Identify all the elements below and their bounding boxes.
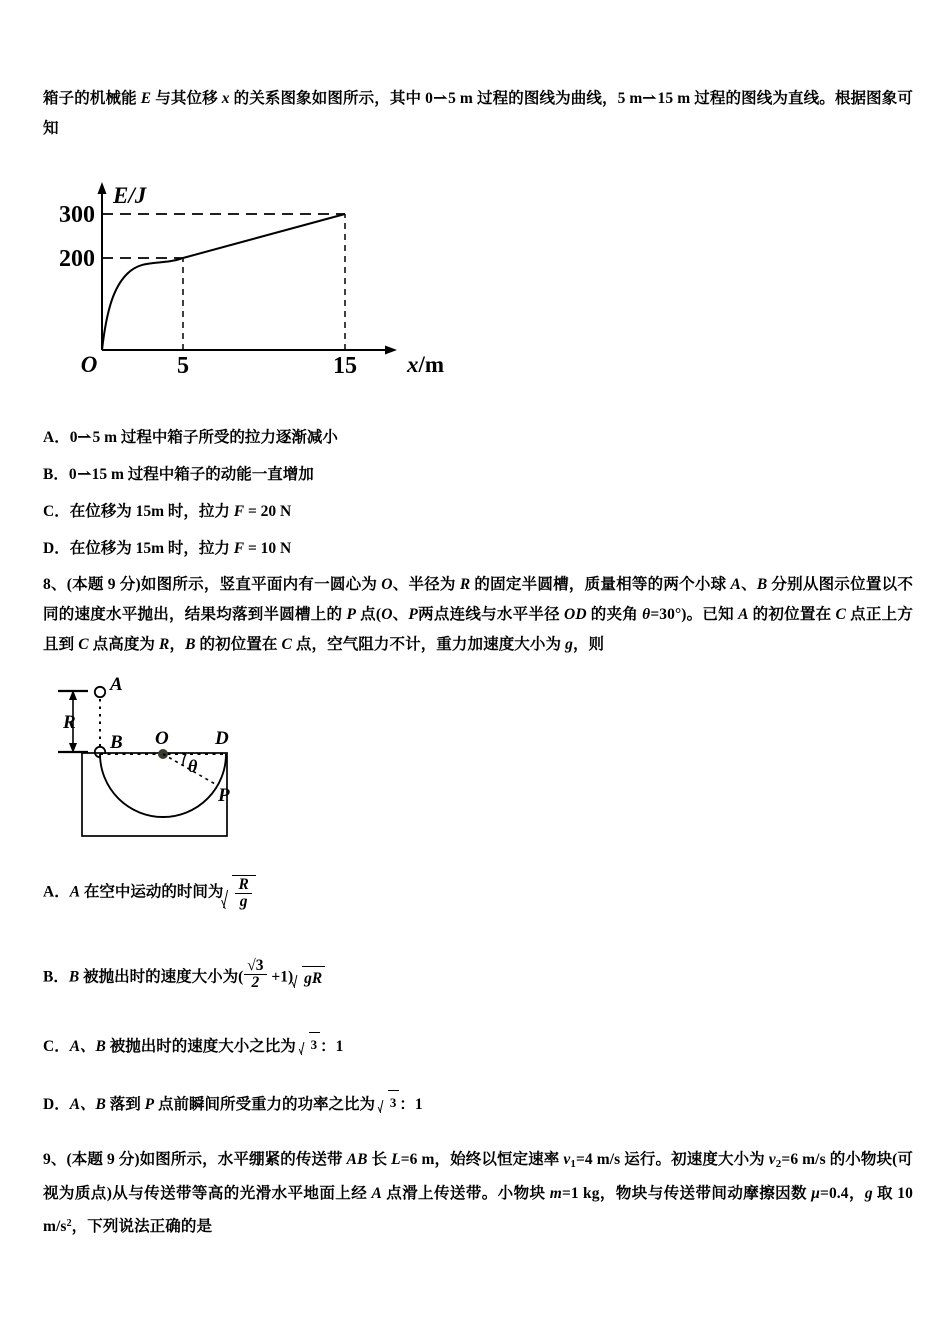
q8-optC-radicand: 3 — [309, 1032, 321, 1056]
q8-text-3: 的固定半圆槽，质量相等的两个小球 — [470, 576, 731, 593]
q8-marks: (本题 9 分) — [66, 576, 141, 593]
q8-optD-radicand: 3 — [388, 1090, 400, 1114]
ball-A-icon — [95, 687, 105, 697]
sqrt-3-c — [300, 1032, 321, 1056]
ytick-200: 200 — [59, 246, 95, 272]
q8-text-15: ，则 — [572, 636, 605, 653]
q8-option-A-text: 在空中运动的时间为 — [80, 883, 224, 901]
q8-text-4: 分别从图示位置以不同的速度水平抛出，结果均落到半圆槽上的 — [43, 576, 913, 623]
q7-option-C-var-F: F — [233, 503, 245, 520]
ytick-300: 300 — [59, 202, 95, 228]
q8-number: 8、 — [43, 576, 67, 593]
range-arrow-icon-b: ⇀ — [76, 466, 92, 483]
xtick-15: 15 — [333, 353, 357, 379]
q7-var-E: E — [140, 90, 152, 107]
q7-range1-start: 0 — [425, 90, 433, 107]
q8-var-C: C — [835, 606, 846, 623]
q8-option-D[interactable] — [43, 1090, 423, 1116]
q8-var-C3: C — [281, 636, 292, 653]
q7-option-D[interactable] — [43, 538, 291, 560]
q9-text-9: 取 10 m/s — [43, 1185, 913, 1235]
q9-text-10: ，下列说法正确的是 — [71, 1218, 213, 1235]
curve-segment-0-5m — [102, 258, 183, 350]
q8-text-9: 的初位置在 — [748, 606, 836, 623]
semicircular-groove-figure — [55, 668, 355, 853]
q8-var-P2: P — [408, 606, 418, 623]
q8-var-R2: R — [159, 636, 170, 653]
q9-number: 9、 — [43, 1151, 67, 1168]
q8-option-C-label: C． — [43, 1038, 70, 1055]
q7-range2-end: 15 m — [657, 90, 691, 107]
q7-option-A-label: A． — [43, 429, 70, 446]
q9-text-2: 长 — [367, 1151, 392, 1168]
q8-optB-radicand: gR — [304, 969, 323, 987]
q8-var-OD: OD — [564, 606, 587, 623]
q8-var-A: A — [730, 576, 741, 593]
q8-text-2: 、半径为 — [392, 576, 460, 593]
q8-option-A[interactable] — [43, 875, 256, 911]
q9-var-v1-sub: 1 — [570, 1158, 576, 1170]
q8-option-D-text-a: 落到 — [105, 1096, 145, 1113]
q9-var-A: A — [371, 1185, 382, 1202]
label-B: B — [110, 732, 123, 753]
sqrt-gR — [293, 966, 325, 990]
q8-optA-num: R — [235, 877, 251, 894]
q8-text-13: 的初位置在 — [195, 636, 282, 653]
q7-option-B-label: B． — [43, 466, 69, 483]
q8-var-g: g — [565, 636, 573, 653]
q8-option-A-label: A． — [43, 883, 70, 901]
q8-var-R: R — [459, 576, 471, 593]
q8-text-14: 点，空气阻力不计，重力加速度大小为 — [291, 636, 566, 653]
q8-option-D-vars: A、B — [69, 1096, 106, 1113]
q9-text-7: =1 kg，物块与传送带间动摩擦因数 — [561, 1185, 812, 1202]
y-axis-arrow-icon — [98, 182, 107, 194]
q7-option-D-text-b: = 10 N — [244, 540, 292, 557]
label-O: O — [155, 728, 169, 749]
energy-displacement-graph — [55, 178, 455, 379]
label-theta: θ — [188, 756, 198, 776]
q8-optB-num: √3 — [244, 958, 266, 975]
frac-sqrt3-over-2 — [244, 958, 266, 992]
q8-text-12: ， — [169, 636, 186, 653]
q7-option-D-label: D． — [43, 540, 70, 557]
q7-range2-start: 5 m — [617, 90, 643, 107]
q9-text-1: 如图所示，水平绷紧的传送带 — [139, 1151, 347, 1168]
q9-var-m: m — [549, 1185, 562, 1202]
q9-var-mu: μ — [811, 1185, 821, 1202]
q8-option-B[interactable] — [43, 958, 325, 992]
q7-option-D-text-a: 在位移为 15m 时，拉力 — [69, 540, 234, 557]
q7-option-C-label: C． — [43, 503, 70, 520]
label-D: D — [215, 728, 229, 749]
q9-var-v2-sub: 2 — [775, 1158, 782, 1170]
q7-option-C-text-a: 在位移为 15m 时，拉力 — [69, 503, 234, 520]
q7-option-C[interactable] — [43, 501, 291, 523]
q7-stem-text-1: 箱子的机械能 — [43, 90, 141, 107]
q8-var-theta: θ — [642, 606, 651, 623]
q7-option-A-text-a: 0 — [69, 429, 78, 446]
question-8-stem: 8、(本题 9 分)如图所示，竖直平面内有一圆心为 O、半径为 R 的固定半圆槽，质量相等的两个小球 A、B 分别从图示位置以不同的速度水平抛出，结果均落到半圆槽上的 P 点(O、P两点连线与水平半径 OD 的夹角 θ=30°)。已知 A 的初位置在 C 点正上方且到 C 点高度为 R，B 的初位置在 C 点，空气阻力不计，重力加速度大小为 g，则 — [43, 576, 913, 653]
x-axis-arrow-icon — [385, 346, 397, 355]
label-R: R — [63, 712, 76, 733]
q8-var-P: P — [346, 606, 357, 623]
q8-option-C[interactable] — [43, 1032, 343, 1058]
q9-var-L: L — [391, 1151, 401, 1168]
q8-var-O2: O — [381, 606, 393, 623]
q8-var-B2: B — [185, 636, 196, 653]
q7-option-A[interactable] — [43, 427, 338, 449]
q8-option-C-text: 被抛出时的速度大小之比为 — [105, 1038, 300, 1055]
origin-label: O — [80, 352, 98, 377]
range-arrow-icon-a: ⇀ — [77, 429, 93, 446]
q8-optC-ratio: ：1 — [320, 1038, 344, 1055]
q8-optA-den: g — [239, 893, 248, 911]
q9-sup-2: 2 — [66, 1218, 72, 1229]
q7-var-x: x — [221, 90, 230, 107]
label-A: A — [110, 674, 123, 695]
q9-var-g: g — [864, 1185, 873, 1202]
q7-stem-text-5: 过程的图线为直线。根据图象可知 — [43, 90, 914, 137]
q8-text-7: 的夹角 — [586, 606, 643, 623]
q8-var-B: B — [756, 576, 768, 593]
range-arrow-icon-2: ⇀ — [642, 90, 658, 107]
q8-option-D-text-b: 点前瞬间所受重力的功率之比为 — [154, 1096, 379, 1113]
q7-stem-text-3: 的关系图象如图所示，其中 — [229, 90, 426, 107]
q9-text-4: =4 m/s 运行。初速度大小为 — [575, 1151, 769, 1168]
q7-stem-text-4: 过程的图线为曲线， — [472, 90, 618, 107]
q9-var-AB: AB — [346, 1151, 368, 1168]
q7-option-B-text-a: 0 — [68, 466, 77, 483]
q7-option-B[interactable] — [43, 464, 314, 486]
q7-option-A-text-b: 5 m 过程中箱子所受的拉力逐渐减小 — [92, 429, 338, 446]
q8-option-B-label: B． — [43, 968, 69, 986]
q8-var-C2: C — [78, 636, 89, 653]
q8-text-10: 点正上方且到 — [43, 606, 913, 653]
range-arrow-icon: ⇀ — [432, 90, 449, 107]
q9-text-3: =6 m，始终以恒定速率 — [400, 1151, 564, 1168]
q8-option-B-var: B — [68, 968, 80, 986]
q9-text-6: 点滑上传送带。小物块 — [381, 1185, 550, 1202]
q8-text-8: =30°)。已知 — [650, 606, 739, 623]
x-axis-label: x/m — [407, 352, 445, 377]
y-axis-label: E/J — [113, 183, 147, 208]
q8-var-A2: A — [738, 606, 749, 623]
q7-stem-text-2: 与其位移 — [151, 90, 222, 107]
sqrt-R-over-g — [223, 875, 255, 911]
xtick-5: 5 — [177, 353, 189, 379]
q8-option-D-var-P: P — [144, 1096, 155, 1113]
q8-option-C-vars: A、B — [69, 1038, 106, 1055]
question-9-stem — [43, 1145, 913, 1242]
q7-range1-end: 5 m — [448, 90, 473, 107]
q8-option-D-label: D． — [43, 1096, 70, 1113]
q8-var-O: O — [381, 576, 393, 593]
q7-option-D-var-F: F — [233, 540, 245, 557]
q8-option-B-text: 被抛出时的速度大小为( — [79, 968, 244, 986]
q8-option-A-var: A — [69, 883, 81, 901]
q8-optB-mid: +1) — [267, 968, 294, 986]
q8-text-1: 如图所示，竖直平面内有一圆心为 — [140, 576, 382, 593]
q9-text-8: =0.4， — [820, 1185, 865, 1202]
label-P: P — [218, 785, 230, 806]
q8-text-6: 两点连线与水平半径 — [417, 606, 565, 623]
q8-optB-den: 2 — [251, 974, 260, 992]
line-segment-5-15m — [183, 214, 345, 258]
sqrt-3-d — [379, 1090, 400, 1114]
question-7-stem — [43, 84, 913, 144]
q9-text-5: =6 m/s 的小物块(可视为质点)从与传送带等高的光滑水平地面上经 — [43, 1151, 914, 1202]
q8-optD-ratio: ：1 — [399, 1096, 423, 1113]
q9-marks: (本题 9 分) — [66, 1151, 140, 1168]
q8-text-11: 点高度为 — [88, 636, 159, 653]
q9-var-v1: v — [563, 1151, 571, 1168]
q9-var-v2: v — [768, 1151, 776, 1168]
q8-text-5: 点( — [356, 606, 382, 623]
q7-option-C-text-b: = 20 N — [244, 503, 292, 520]
semicircular-groove-arc — [100, 754, 226, 817]
q7-option-B-text-b: 15 m 过程中箱子的动能一直增加 — [91, 466, 314, 483]
